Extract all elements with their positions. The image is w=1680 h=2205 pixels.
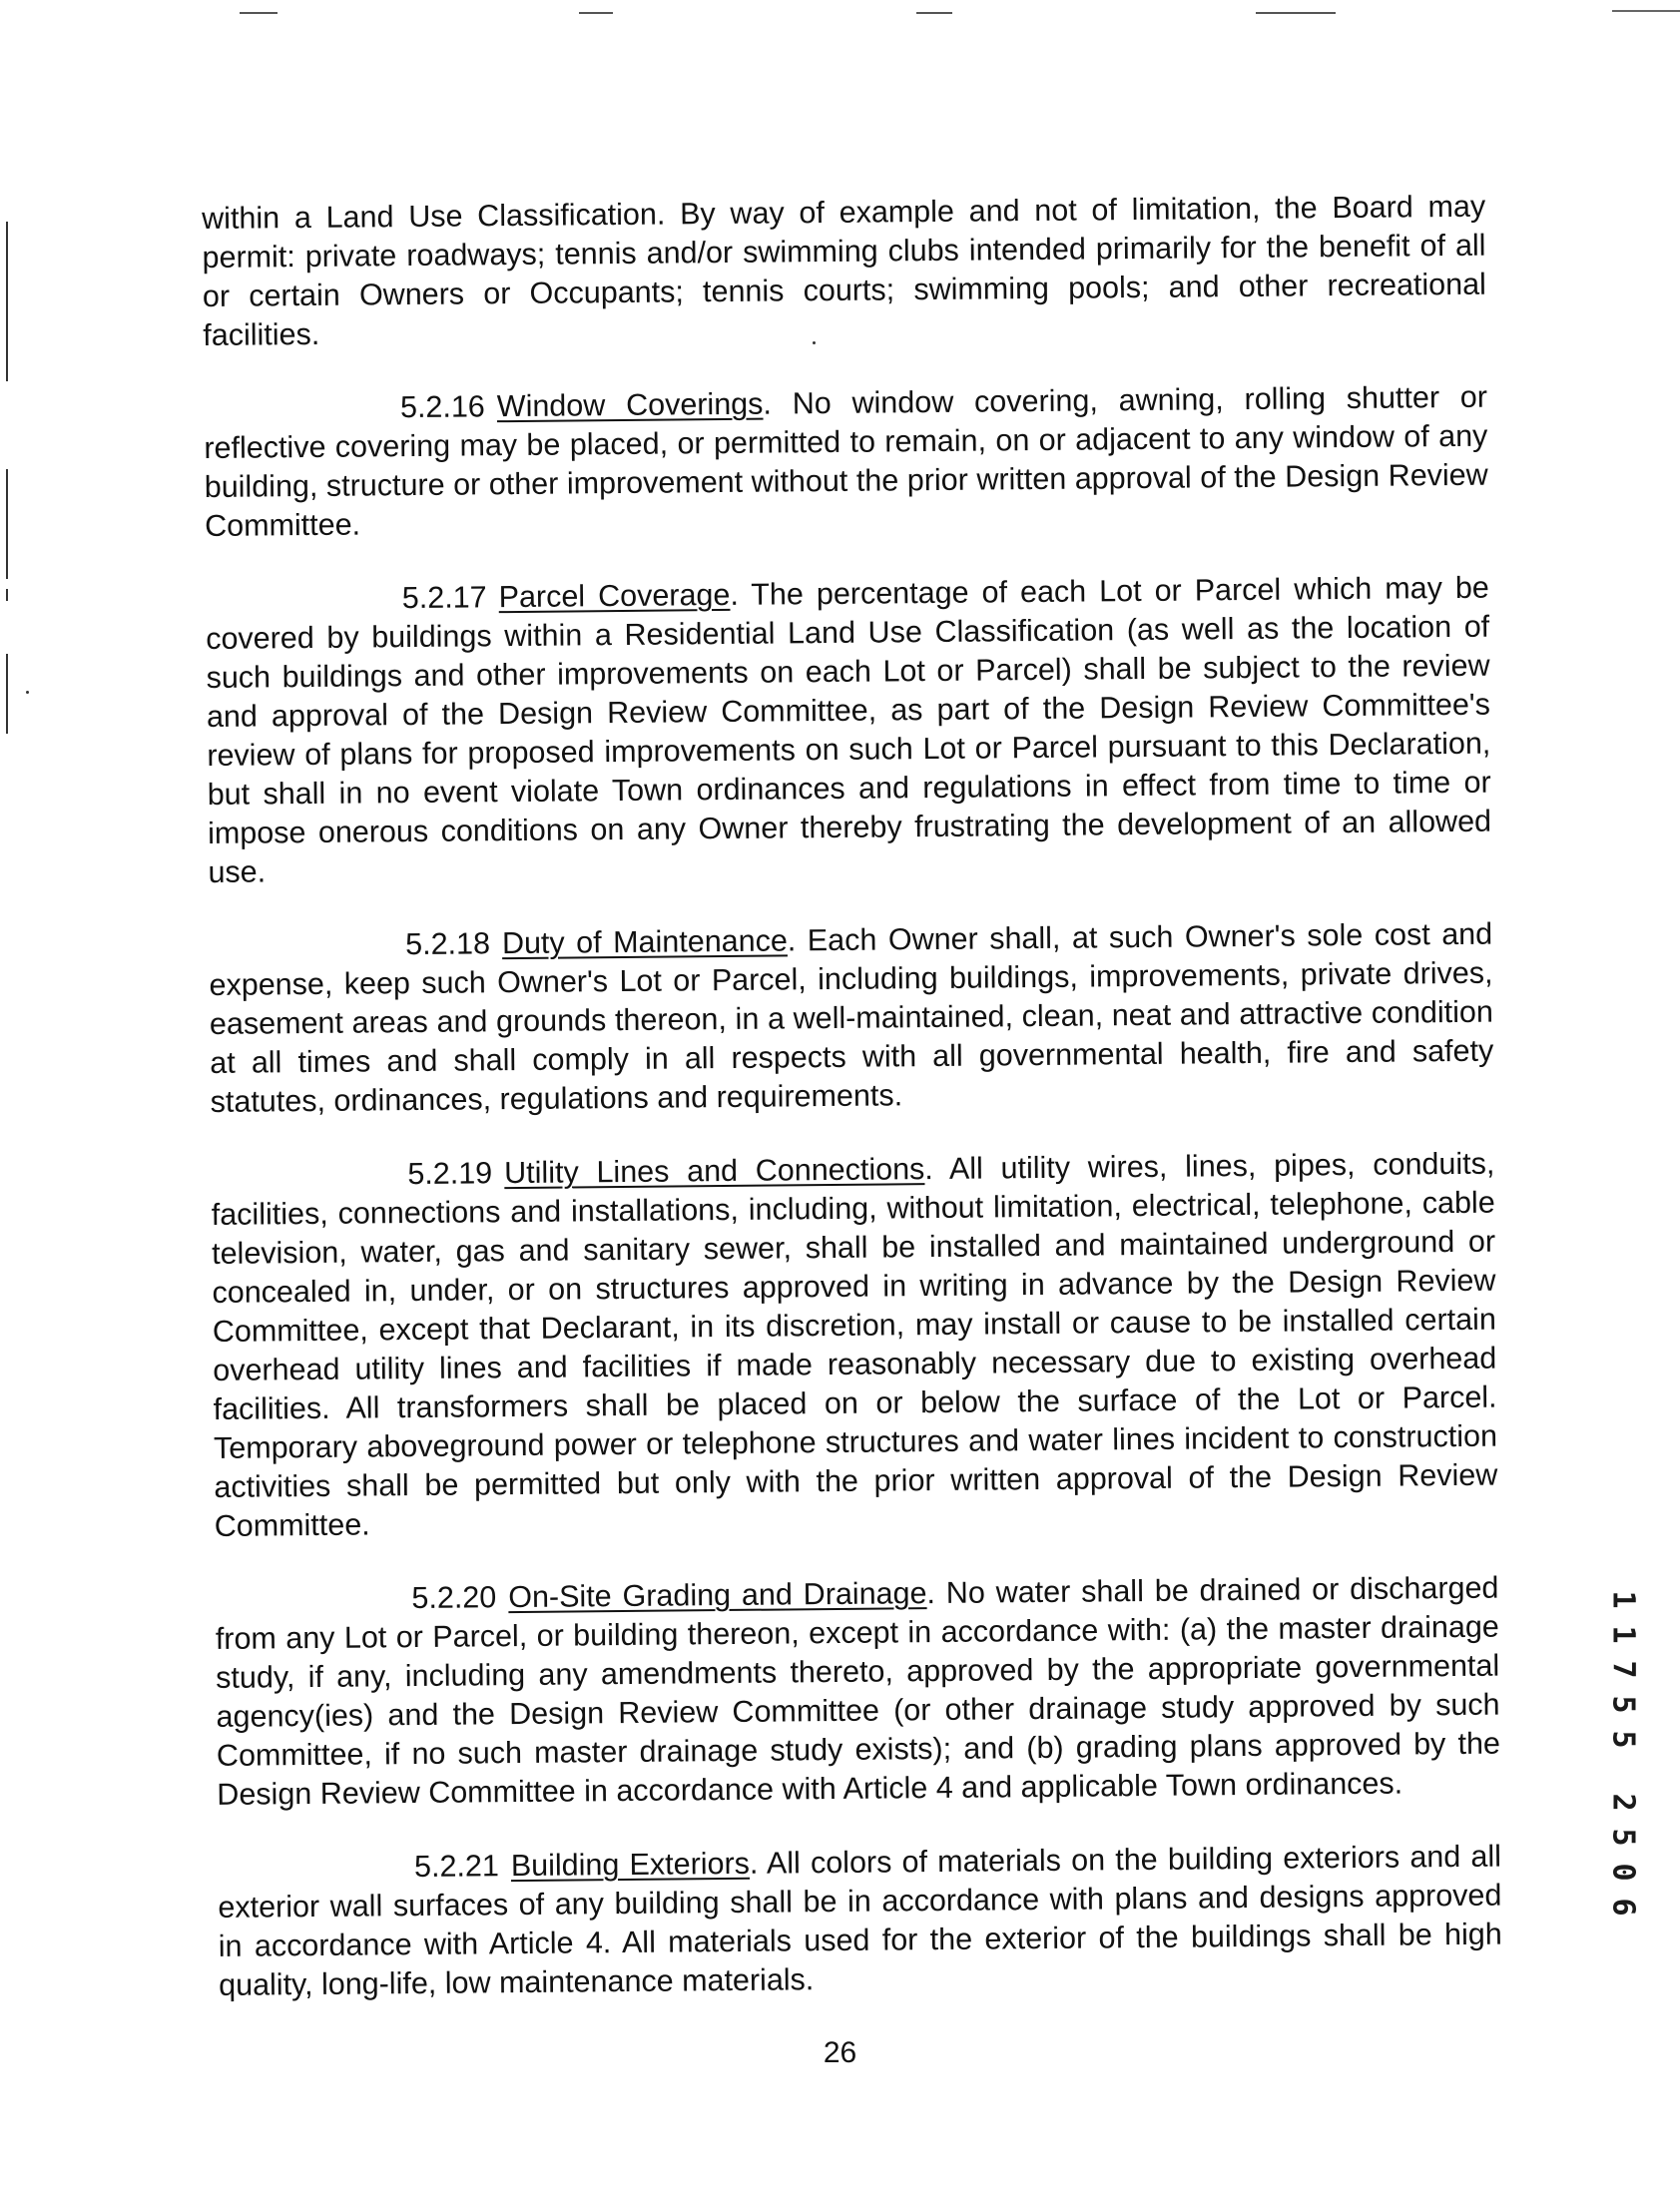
section-number: 5.2.16 bbox=[399, 389, 485, 425]
stamp-digit: 6 bbox=[1605, 1898, 1641, 1917]
scan-mark bbox=[240, 12, 278, 14]
section-title: Building Exteriors bbox=[510, 1846, 751, 1884]
section-5-2-17 bbox=[206, 569, 1492, 892]
section-number: 5.2.17 bbox=[401, 580, 487, 616]
stamp-digit: 0 bbox=[1605, 1863, 1641, 1882]
section-number: 5.2.21 bbox=[413, 1849, 500, 1885]
scan-mark bbox=[579, 12, 613, 14]
section-text: . All colors of materials on the building exteriors and all exterior wall surfaces of any building shall be in accordance with plans and designs approved in accordance with Article 4. All materials used for the exterior of the buildings shall be high quality, long-life, low maintenance materials. bbox=[218, 1839, 1502, 2002]
section-title: Duty of Maintenance bbox=[501, 923, 788, 961]
section-5-2-21 bbox=[218, 1838, 1502, 2005]
section-number: 5.2.19 bbox=[407, 1156, 493, 1192]
section-number: 5.2.20 bbox=[411, 1580, 497, 1616]
section-text: . Each Owner shall, at such Owner's sole cost and expense, keep such Owner's Lot or Parcel, including buildings, improvements, private drives, easement areas and grounds thereon, in a well-maintained, clean, neat and attractive condition at all times and shall comply in all respects with all governmental health, fire and safety statutes, ordinances, regulations and requirements. bbox=[209, 916, 1494, 1119]
recording-stamp bbox=[1605, 1582, 1641, 1925]
stamp-digit: 2 bbox=[1605, 1793, 1641, 1812]
section-title: Parcel Coverage bbox=[498, 577, 731, 615]
section-text: . All utility wires, lines, pipes, conduits, facilities, connections and installations, including, without limitation, electrical, telephone, cable television, water, gas and sanitary sewer, shall be installed and maintained underground or concealed in, under, or on structures approved in writing in advance by the Design Review Committee, except that Declarant, in its discretion, may install or cause to be installed certain overhead utility lines and facilities if made reasonably necessary due to existing overhead facilities. All transformers shall be placed on or below the surface of the Lot or Parcel. Temporary aboveground power or telephone structures and water lines incident to construction activities shall be permitted but only with the prior written approval of the Design Review Committee. bbox=[211, 1146, 1498, 1543]
section-5-2-16 bbox=[204, 378, 1488, 546]
stamp-digit: 7 bbox=[1605, 1660, 1641, 1679]
scan-margin-bar bbox=[6, 589, 8, 601]
section-title: Utility Lines and Connections bbox=[504, 1152, 925, 1191]
section-5-2-20 bbox=[215, 1569, 1500, 1815]
stamp-digit: 5 bbox=[1605, 1695, 1641, 1714]
scan-mark bbox=[916, 12, 952, 14]
scan-margin-bar bbox=[6, 654, 8, 734]
section-title: On-Site Grading and Drainage bbox=[508, 1576, 927, 1615]
stamp-digit: 5 bbox=[1605, 1730, 1641, 1749]
scan-mark bbox=[1612, 10, 1680, 12]
scan-dot bbox=[26, 691, 29, 694]
stamp-digit: 1 bbox=[1605, 1590, 1641, 1609]
scan-margin-bar bbox=[6, 222, 8, 381]
section-5-2-18 bbox=[209, 915, 1494, 1122]
section-number: 5.2.18 bbox=[405, 926, 491, 962]
stamp-digit: 1 bbox=[1605, 1625, 1641, 1644]
section-text: . No water shall be drained or discharged from any Lot or Parcel, or building thereon, except in accordance with: (a) the master drainage study, if any, including any amendments thereto, approved by the appropriate governmental agency(ies) and the Design Review Committee (or other drainage study approved by such Committee, if no such master drainage study exists); and (b) grading plans approved by the Design Review Committee in accordance with Article 4 and applicable Town ordinances. bbox=[215, 1570, 1501, 1812]
scan-margin-bar bbox=[6, 469, 8, 579]
paragraph-text: within a Land Use Classification. By way of example and not of limitation, the Board may permit: private roadways; tennis and/or swimming clubs intended primarily for the benefit of all or certain Owners or Occupants; tennis courts; swimming pools; and other recreational facilities. bbox=[202, 189, 1487, 352]
paragraph-continuation bbox=[202, 188, 1486, 355]
section-title: Window Coverings bbox=[496, 386, 764, 424]
document-body bbox=[202, 188, 1503, 2040]
stamp-digit: 5 bbox=[1605, 1828, 1641, 1847]
page-number: 26 bbox=[823, 2036, 857, 2069]
section-5-2-19 bbox=[211, 1145, 1498, 1546]
scan-mark bbox=[1256, 12, 1336, 14]
section-text: . No window covering, awning, rolling shutter or reflective covering may be placed, or permitted to remain, on or adjacent to any window of any building, structure or other improvement without the prior written approval of the Design Review Committee. bbox=[204, 379, 1488, 543]
section-text: . The percentage of each Lot or Parcel which may be covered by buildings within a Residential Land Use Classification (as well as the location of such buildings and other improvements on each Lot or Parcel) shall be subject to the review and approval of the Design Review Committee, as part of the Design Review Committee's review of plans for proposed improvements on such Lot or Parcel pursuant to this Declaration, but shall in no event violate Town ordinances and regulations in effect from time to time or impose onerous conditions on any Owner thereby frustrating the development of an allowed use. bbox=[206, 570, 1492, 889]
